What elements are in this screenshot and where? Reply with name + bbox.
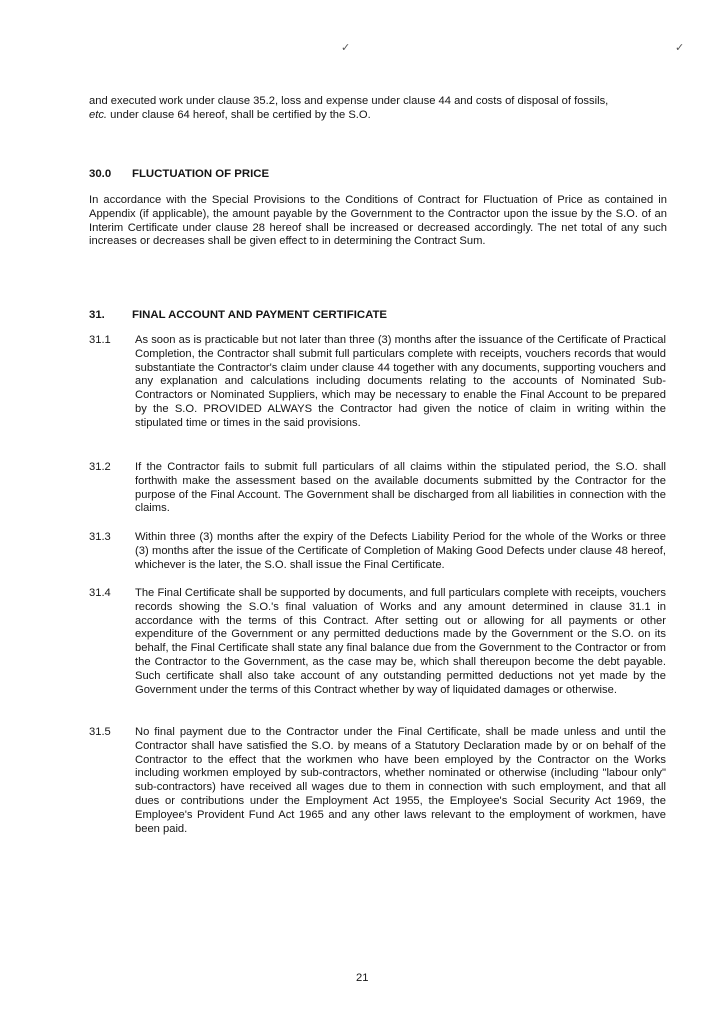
- clause-number: 31.4: [89, 587, 111, 599]
- section-30-heading: [89, 167, 269, 181]
- clause-number: 31.2: [89, 461, 111, 473]
- clause-31-2: [89, 461, 666, 516]
- section-number: 30.0: [89, 168, 112, 180]
- clause-31-3: [89, 531, 666, 572]
- intro-etc: etc.: [89, 108, 108, 121]
- intro-paragraph: [89, 95, 667, 123]
- clause-text: If the Contractor fails to submit full particulars of all claims within the stipulated period, the S.O. shall forthwith make the assessment based on the available documents submitted by the Contractor for the purpose of the Final Account. The Government shall be discharged from all liabilities in connection with the claims.: [135, 461, 666, 515]
- section-title: FINAL ACCOUNT AND PAYMENT CERTIFICATE: [132, 309, 388, 321]
- section-30-body: In accordance with the Special Provisions to the Conditions of Contract for Fluctuation of Price as contained in Appendix (if applicable), the amount payable by the Government to the Contractor upon the issue by the S.O. of an Interim Certificate under clause 28 hereof shall be increased or decreased accordingly. The net total of any such increases or decreases shall be given effect to in determining the Contract Sum.: [89, 194, 667, 248]
- clause-31-5: [89, 726, 666, 836]
- clause-31-4: [89, 587, 666, 697]
- clause-text: Within three (3) months after the expiry of the Defects Liability Period for the whole of the Works or three (3) months after the issue of the Certificate of Completion of Making Good Defects under clause 48 hereof, whichever is the later, the S.O. shall issue the Final Certificate.: [135, 531, 666, 571]
- clause-text: As soon as is practicable but not later than three (3) months after the issuance of the Certificate of Practical Completion, the Contractor shall submit full particulars complete with receipts, vouchers records that would substantiate the Contractor's claim under clause 44 together with any documents, supporting vouchers and any explanation and calculations including documents relating to the accounts of Nominated Sub-Contractors or Nominated Suppliers, which may be necessary to enable the Final Account to be prepared by the S.O. PROVIDED ALWAYS the Contractor had given the notice of claim in writing within the stipulated time or times in the said provisions.: [135, 334, 666, 429]
- clause-number: 31.3: [89, 531, 111, 543]
- clause-31-1: [89, 334, 666, 431]
- intro-line-2: under clause 64 hereof, shall be certified by the S.O.: [107, 108, 371, 121]
- check-mark-icon: ✓: [341, 41, 351, 54]
- page-number: 21: [356, 972, 369, 984]
- intro-line-1: and executed work under clause 35.2, loss and expense under clause 44 and costs of disposal of fossils,: [89, 95, 609, 107]
- clause-number: 31.5: [89, 726, 111, 738]
- clause-text: No final payment due to the Contractor under the Final Certificate, shall be made unless and until the Contractor shall have satisfied the S.O. by means of a Statutory Declaration made by or on behalf of the Contractor to the effect that the workmen who have been employed by the Contractor on the Works including workmen employed by sub-contractors, whether nominated or otherwise (including "labour only" sub-contractors) have received all wages due to them in connection with such employment, and that all dues or contributions under the Employment Act 1955, the Employee's Social Security Act 1969, the Employee's Provident Fund Act 1965 and any other laws relevant to the employment of workmen, have been paid.: [135, 726, 666, 835]
- check-mark-icon: ✓: [675, 41, 685, 54]
- clause-text: The Final Certificate shall be supported by documents, and full particulars complete with receipts, vouchers records showing the S.O.'s final valuation of Works and any amount determined in clause 31.1 in accordance with the terms of this Contract. After setting out or allowing for all payments or other expenditure of the Government or any permitted deductions made by the Government or the S.O. on its behalf, the Final Certificate shall state any final balance due from the Government to the Contractor or from the Contractor to the Government, as the case may be, which shall thereupon become the debt payable. Such certificate shall also take account of any outstanding permitted deductions not yet made by the Government under the terms of this Contract whether by way of liquidated damages or otherwise.: [135, 587, 666, 696]
- section-title: FLUCTUATION OF PRICE: [132, 168, 270, 180]
- section-31-heading: [89, 308, 387, 322]
- section-number: 31.: [89, 309, 105, 321]
- clause-number: 31.1: [89, 334, 111, 346]
